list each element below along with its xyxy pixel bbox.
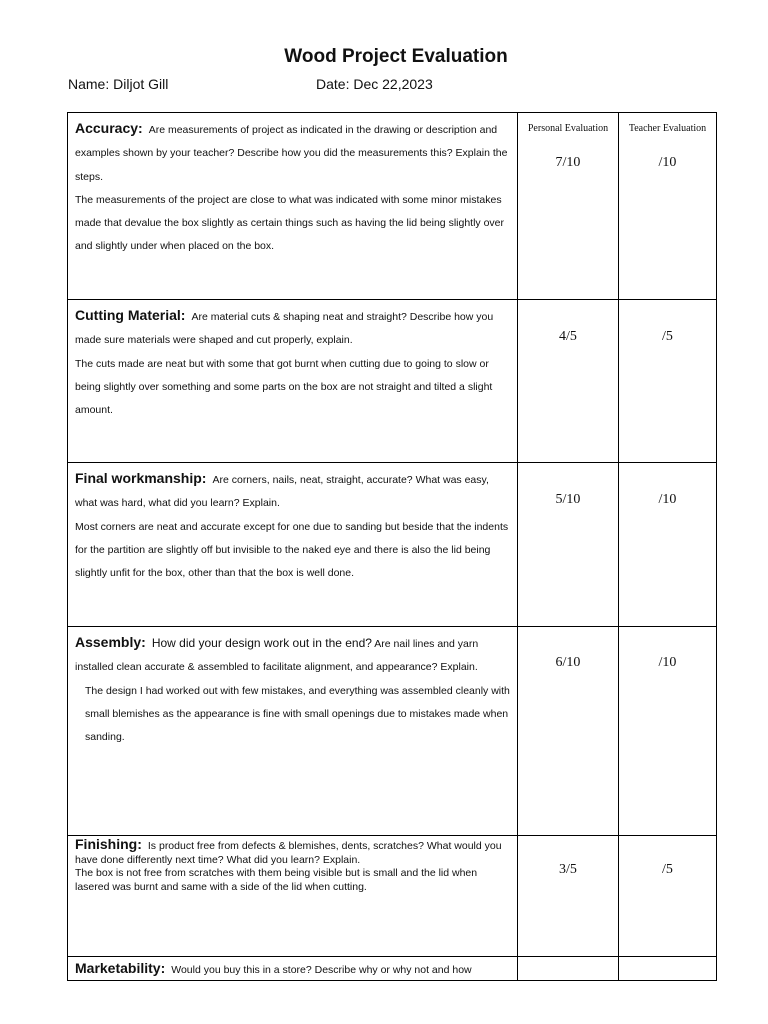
criterion-heading: Assembly: <box>75 634 146 650</box>
criterion-finishing <box>68 836 518 957</box>
teacher-evaluation-cell <box>619 113 717 300</box>
teacher-evaluation-header: Teacher Evaluation <box>628 123 707 134</box>
criterion-heading: Final workmanship: <box>75 470 207 486</box>
criterion-question-lead: How did your design work out in the end? <box>151 636 372 650</box>
teacher-evaluation-cell <box>619 836 717 957</box>
criterion-heading: Accuracy: <box>75 120 143 136</box>
personal-score: 4/5 <box>559 329 577 344</box>
page-title: Wood Project Evaluation <box>284 46 508 67</box>
personal-evaluation-header: Personal Evaluation <box>527 123 609 134</box>
personal-evaluation-cell <box>518 463 619 627</box>
criterion-answer: The measurements of the project are close to what was indicated with some minor mistakes made that devalue the box slightly as certain things such as having the lid being slightly over and slightly under when placed on the box. <box>75 193 505 253</box>
criterion-accuracy <box>68 113 518 300</box>
criterion-question: Are corners, nails, neat, straight, accurate? What was easy, what was hard, what did you learn? Explain. <box>75 474 489 510</box>
personal-evaluation-cell <box>518 627 619 836</box>
table-row <box>68 300 717 463</box>
table-row <box>68 463 717 627</box>
criterion-heading: Marketability: <box>75 960 166 976</box>
table-row <box>68 957 717 981</box>
personal-evaluation-cell <box>518 300 619 463</box>
criterion-final-workmanship <box>68 463 518 627</box>
personal-evaluation-cell <box>518 957 619 981</box>
personal-score: 5/10 <box>555 492 581 507</box>
personal-score: 7/10 <box>555 155 581 170</box>
criterion-question: Is product free from defects & blemishes, dents, scratches? What would you have done differently next time? What did you learn? Explain. <box>75 840 502 866</box>
personal-evaluation-cell <box>518 836 619 957</box>
criterion-cutting-material <box>68 300 518 463</box>
personal-evaluation-cell <box>518 113 619 300</box>
personal-score: 3/5 <box>559 862 577 877</box>
table-row <box>68 836 717 957</box>
criterion-answer: Most corners are neat and accurate except for one due to sanding but beside that the indents for the partition are slightly off but invisible to the naked eye and there is also the lid being slightly unfit for the box, other than that the box is well done. <box>75 520 509 580</box>
teacher-score: /10 <box>658 155 677 170</box>
teacher-score: /10 <box>658 492 677 507</box>
criterion-question: Are measurements of project as indicated in the drawing or description and examples shown by your teacher? Describe how you did the measurements this? Explain the steps. <box>75 124 508 183</box>
student-name: Name: Diljot Gill <box>68 76 169 92</box>
personal-score: 6/10 <box>555 655 581 670</box>
teacher-evaluation-cell <box>619 627 717 836</box>
teacher-score: /5 <box>662 329 673 344</box>
criterion-assembly <box>68 627 518 836</box>
table-row <box>68 627 717 836</box>
criterion-answer: The design I had worked out with few mistakes, and everything was assembled cleanly with small blemishes as the appearance is fine with small openings due to mistakes made when sanding. <box>85 684 510 744</box>
criterion-question: Would you buy this in a store? Describe why or why not and how <box>171 964 472 976</box>
criterion-answer: The cuts made are neat but with some that got burnt when cutting due to going to slow or being slightly over something and some parts on the box are not straight and tilted a slight amount. <box>75 357 493 417</box>
criterion-question: Are material cuts & shaping neat and straight? Describe how you made sure materials were shaped and cut properly, explain. <box>75 311 494 347</box>
teacher-score: /10 <box>658 655 677 670</box>
criterion-heading: Finishing: <box>75 836 142 852</box>
criterion-marketability <box>68 957 518 981</box>
teacher-evaluation-cell <box>619 957 717 981</box>
teacher-evaluation-cell <box>619 300 717 463</box>
teacher-evaluation-cell <box>619 463 717 627</box>
criterion-question: Are nail lines and yarn installed clean accurate & assembled to facilitate alignment, and appearance? Explain. <box>75 638 479 674</box>
criterion-answer: The box is not free from scratches with them being visible but is small and the lid when lasered was burnt and same with a side of the lid when cutting. <box>75 867 478 893</box>
evaluation-date: Date: Dec 22,2023 <box>316 76 433 92</box>
teacher-score: /5 <box>662 862 673 877</box>
evaluation-table <box>67 112 717 981</box>
table-row <box>68 113 717 300</box>
criterion-heading: Cutting Material: <box>75 307 186 323</box>
